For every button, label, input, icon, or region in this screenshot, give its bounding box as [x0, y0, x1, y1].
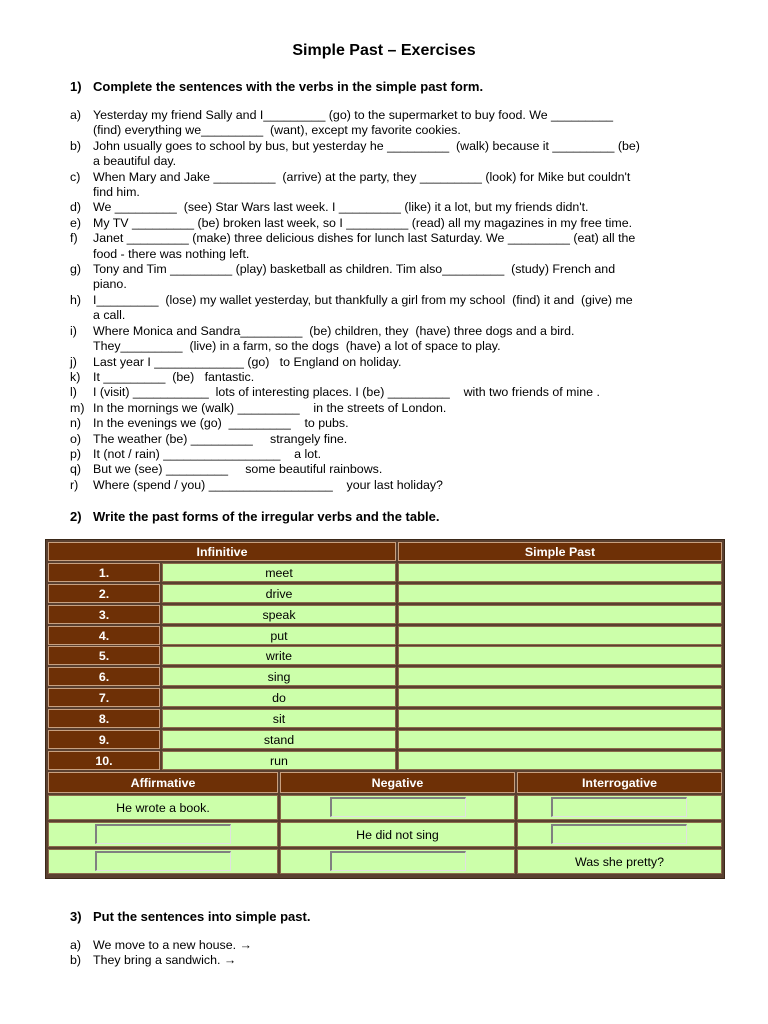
- item-text: But we (see) _________ some beautiful rainbows.: [93, 462, 383, 477]
- exercise-item: [70, 200, 730, 215]
- verb-cell: write: [162, 646, 396, 665]
- answer-cell[interactable]: [398, 730, 722, 749]
- item-text: John usually goes to school by bus, but yesterday he _________ (walk) because it _________ (be) a beautiful day.: [93, 138, 640, 169]
- header-negative: Negative: [280, 772, 515, 793]
- item-text: It _________ (be) fantastic.: [93, 369, 255, 384]
- item-text: My TV _________ (be) broken last week, so I _________ (read) all my magazines in my free time.: [93, 215, 633, 230]
- exercise-item: [70, 416, 730, 431]
- item-text: I (visit) ___________ lots of interesting places. I (be) _________ with two friends of mine .: [93, 385, 600, 400]
- exercise-item: [70, 385, 730, 400]
- affirmative-input[interactable]: [95, 851, 231, 871]
- item-label: c): [70, 169, 81, 184]
- section-number: 2): [70, 509, 82, 524]
- exercise-list-1: [70, 108, 730, 493]
- item-label: e): [70, 215, 82, 230]
- irregular-verbs-table: [45, 539, 725, 879]
- answer-cell[interactable]: [398, 626, 722, 645]
- exercise-item: [70, 938, 730, 953]
- exercise-item: [70, 231, 730, 262]
- answer-cell[interactable]: [398, 605, 722, 624]
- header-infinitive: Infinitive: [48, 542, 396, 561]
- interrogative-input[interactable]: [551, 824, 687, 844]
- section-number: 3): [70, 909, 82, 924]
- item-label: k): [70, 369, 81, 384]
- item-label: f): [70, 231, 78, 246]
- answer-cell[interactable]: [398, 709, 722, 728]
- item-text: Yesterday my friend Sally and I_________ (go) to the supermarket to buy food. We _________ (find) everything we_________ (want), except my favorite cookies.: [93, 108, 614, 138]
- row-number: 1.: [48, 563, 160, 582]
- item-label: a): [70, 108, 82, 122]
- item-text: Janet _________ (make) three delicious dishes for lunch last Saturday. We _________ (eat) all the food - there was nothing left.: [93, 231, 636, 261]
- exercise-list-3: [70, 938, 730, 969]
- answer-cell[interactable]: [398, 584, 722, 603]
- item-text: When Mary and Jake _________ (arrive) at the party, they _________ (look) for Mike but couldn't find him.: [93, 169, 631, 200]
- row-number: 10.: [48, 751, 160, 770]
- interrogative-input[interactable]: [551, 797, 687, 817]
- row-number: 3.: [48, 605, 160, 624]
- header-affirmative: Affirmative: [48, 772, 278, 793]
- exercise-item: [70, 108, 730, 139]
- verb-cell: run: [162, 751, 396, 770]
- item-text: Tony and Tim _________ (play) basketball as children. Tim also_________ (study) French and piano.: [93, 262, 616, 292]
- exercise-item: [70, 478, 730, 493]
- exercise-item: [70, 355, 730, 370]
- row-number: 7.: [48, 688, 160, 707]
- item-label: d): [70, 200, 82, 215]
- row-number: 4.: [48, 626, 160, 645]
- verb-cell: sing: [162, 667, 396, 686]
- page-title: Simple Past – Exercises: [292, 42, 476, 59]
- row-number: 9.: [48, 730, 160, 749]
- item-label: q): [70, 462, 82, 477]
- item-text: Where Monica and Sandra_________ (be) children, they (have) three dogs and a bird. They_________ (live) in a farm, so the dogs (have) a lot of space to play.: [93, 323, 575, 354]
- item-label: b): [70, 953, 82, 968]
- item-label: l): [70, 385, 77, 400]
- negative-input[interactable]: [330, 797, 466, 817]
- answer-cell[interactable]: [398, 688, 722, 707]
- exercise-item: [70, 462, 730, 477]
- header-interrogative: Interrogative: [517, 772, 722, 793]
- item-label: b): [70, 138, 82, 153]
- verb-cell: put: [162, 626, 396, 645]
- affirmative-cell: He wrote a book.: [48, 795, 278, 820]
- exercise-item: [70, 953, 730, 968]
- negative-cell: He did not sing: [280, 822, 515, 847]
- section-instruction: Complete the sentences with the verbs in the simple past form.: [93, 79, 484, 94]
- item-label: i): [70, 323, 77, 338]
- row-number: 2.: [48, 584, 160, 603]
- negative-input[interactable]: [330, 851, 466, 871]
- item-text: The weather (be) _________ strangely fine.: [93, 431, 348, 446]
- item-label: r): [70, 477, 79, 492]
- exercise-item: [70, 432, 730, 447]
- item-label: n): [70, 416, 82, 431]
- item-label: j): [70, 354, 77, 369]
- exercise-item: [70, 324, 730, 355]
- item-text: In the mornings we (walk) _________ in the streets of London.: [93, 400, 447, 415]
- answer-cell[interactable]: [398, 646, 722, 665]
- section-instruction: Write the past forms of the irregular verbs and the table.: [93, 509, 440, 524]
- item-text: They bring a sandwich. →: [93, 953, 237, 968]
- verb-cell: do: [162, 688, 396, 707]
- item-label: h): [70, 292, 82, 307]
- row-number: 5.: [48, 646, 160, 665]
- exercise-item: [70, 401, 730, 416]
- answer-cell[interactable]: [398, 751, 722, 770]
- verb-cell: speak: [162, 605, 396, 624]
- exercise-item: [70, 293, 730, 324]
- item-label: m): [70, 400, 85, 415]
- row-number: 6.: [48, 667, 160, 686]
- exercise-item: [70, 216, 730, 231]
- answer-cell[interactable]: [398, 563, 722, 582]
- header-simple-past: Simple Past: [398, 542, 722, 561]
- exercise-item: [70, 370, 730, 385]
- verb-cell: sit: [162, 709, 396, 728]
- item-text: I_________ (lose) my wallet yesterday, but thankfully a girl from my school (find) it and (give) me a call.: [93, 292, 633, 323]
- interrogative-cell: Was she pretty?: [517, 849, 722, 874]
- item-text: Where (spend / you) __________________ your last holiday?: [93, 477, 443, 492]
- exercise-item: [70, 262, 730, 293]
- item-text: We move to a new house. →: [93, 938, 252, 952]
- row-number: 8.: [48, 709, 160, 728]
- answer-cell[interactable]: [398, 667, 722, 686]
- item-text: Last year I _____________ (go) to England on holiday.: [93, 354, 402, 369]
- item-text: It (not / rain) _________________ a lot.: [93, 446, 322, 461]
- item-label: a): [70, 938, 82, 952]
- affirmative-input[interactable]: [95, 824, 231, 844]
- exercise-item: [70, 170, 730, 201]
- item-label: o): [70, 431, 82, 446]
- section-instruction: Put the sentences into simple past.: [93, 909, 311, 924]
- exercise-item: [70, 447, 730, 462]
- verb-cell: meet: [162, 563, 396, 582]
- item-label: g): [70, 262, 82, 277]
- section-number: 1): [70, 79, 82, 94]
- exercise-item: [70, 139, 730, 170]
- verb-cell: drive: [162, 584, 396, 603]
- item-text: We _________ (see) Star Wars last week. I _________ (like) it a lot, but my friends didn't.: [93, 200, 589, 215]
- item-text: In the evenings we (go) _________ to pubs.: [93, 416, 349, 431]
- verb-cell: stand: [162, 730, 396, 749]
- item-label: p): [70, 446, 82, 461]
